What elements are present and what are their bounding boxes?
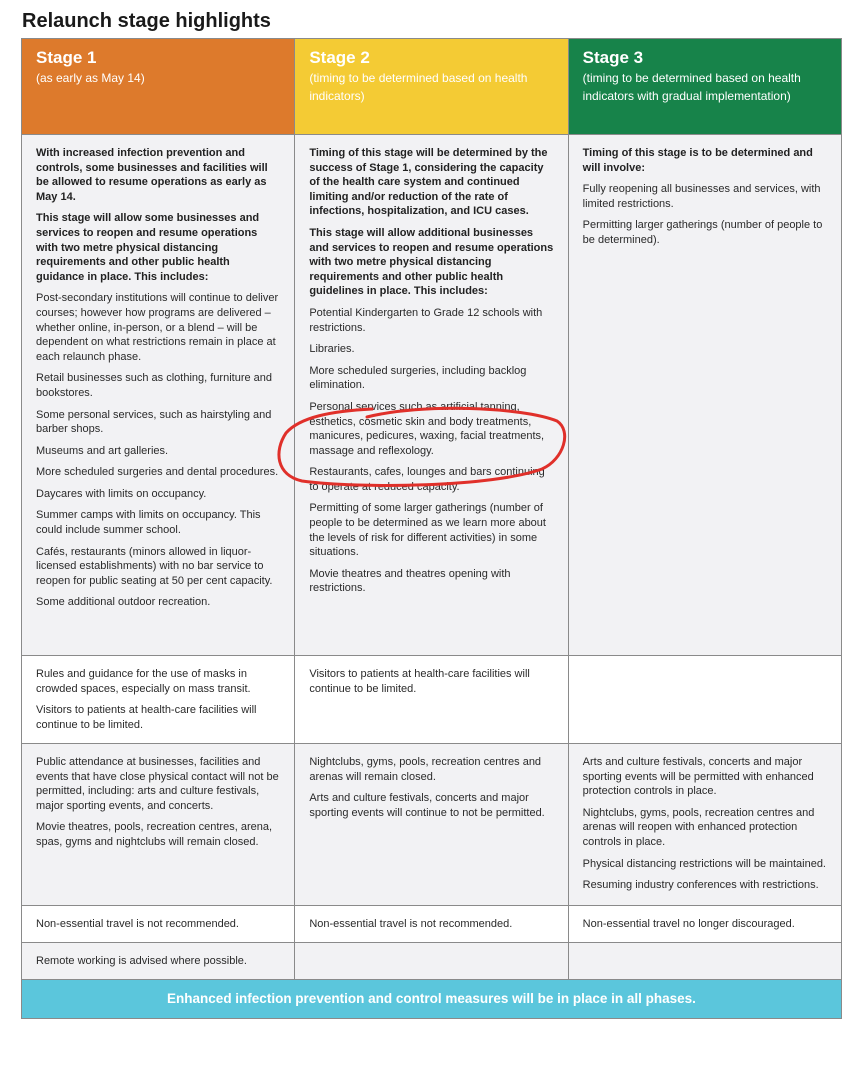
cell-paragraph: Rules and guidance for the use of masks in crowded spaces, especially on mass transit.: [36, 668, 251, 695]
cell-paragraph: Movie theatres and theatres opening with restrictions.: [309, 567, 511, 595]
stage-2-events-cell: [295, 744, 568, 905]
cell-paragraph: Retail businesses such as clothing, furniture and bookstores.: [36, 372, 273, 399]
cell-paragraph: Public attendance at businesses, facilities and events that have close physical contact will not be permitted, including: arts and culture festivals, major sporting events, and concerts.: [36, 756, 279, 812]
stage-3-masks-cell: [569, 656, 841, 743]
stage-table: [21, 38, 842, 1019]
stage-3-events-cell: [569, 744, 841, 905]
cell-paragraph: This stage will allow some businesses and services to reopen and resume operations with two metre physical distancing requirements and other public health guidance in place. This includes:: [36, 212, 260, 283]
cell-paragraph: Resuming industry conferences with restrictions.: [582, 879, 819, 892]
stage-1-travel: Non-essential travel is not recommended.: [22, 906, 295, 942]
page-title: Relaunch stage highlights: [22, 10, 271, 32]
remote-row: [22, 943, 841, 980]
stage-3-title: Stage 3: [582, 48, 644, 67]
cell-paragraph: Arts and culture festivals, concerts and major sporting events will be permitted with enhanced protection controls in place.: [582, 756, 814, 798]
masks-row: [22, 656, 841, 744]
cell-paragraph: Nightclubs, gyms, pools, recreation centres and arenas will reopen with enhanced protection controls in place.: [582, 806, 815, 848]
cell-paragraph: Permitting of some larger gatherings (number of people to be determined as we learn more about the levels of risk for different activities) in some situations.: [309, 502, 546, 559]
stage-3-travel: Non-essential travel no longer discouraged.: [569, 906, 841, 942]
cell-paragraph: With increased infection prevention and controls, some businesses and facilities will be allowed to resume operations as early as May 14.: [36, 147, 268, 203]
stage-3-timing: (timing to be determined based on health indicators with gradual implementation): [582, 70, 801, 103]
stage-2-timing: (timing to be determined based on health indicators): [309, 70, 528, 103]
stage-1-remote: Remote working is advised where possible.: [22, 943, 295, 979]
cell-paragraph: Some personal services, such as hairstyling and barber shops.: [36, 408, 272, 436]
stage-1-header: [22, 39, 295, 134]
cell-paragraph: Visitors to patients at health-care facilities will continue to be limited.: [36, 704, 257, 731]
stage-2-main-cell: [295, 135, 568, 655]
stage-1-main-cell: [22, 135, 295, 655]
cell-paragraph: Some additional outdoor recreation.: [36, 596, 211, 609]
stage-3-main-cell: [569, 135, 841, 655]
cell-paragraph: Permitting larger gatherings (number of people to be determined).: [582, 219, 823, 246]
cell-paragraph: Post-secondary institutions will continue to deliver courses; however how programs are delivered – whether online, in-person, or a blend – will be dependent on what restrictions remain in place at each relaunch phase.: [36, 292, 279, 363]
stage-1-masks-cell: [22, 656, 295, 743]
stage-2-masks-cell: [295, 656, 568, 743]
cell-paragraph: Museums and art galleries.: [36, 444, 169, 457]
cell-paragraph: Timing of this stage will be determined by the success of Stage 1, considering the capacity of the health care system and continued limiting and/or reduction of the rate of infections, hospitalization, and ICU cases.: [309, 147, 548, 218]
cell-paragraph: Nightclubs, gyms, pools, recreation centres and arenas will remain closed.: [309, 756, 542, 783]
cell-paragraph: Libraries.: [309, 343, 355, 356]
cell-paragraph: Arts and culture festivals, concerts and major sporting events will continue to not be permitted.: [309, 792, 545, 819]
cell-paragraph: Potential Kindergarten to Grade 12 schools with restrictions.: [309, 306, 543, 334]
cell-paragraph: Physical distancing restrictions will be maintained.: [582, 857, 826, 870]
cell-paragraph: Visitors to patients at health-care facilities will continue to be limited.: [309, 668, 530, 695]
stage-2-title: Stage 2: [309, 48, 370, 67]
travel-row: [22, 906, 841, 943]
cell-paragraph: Timing of this stage is to be determined and will involve:: [582, 147, 813, 174]
cell-paragraph: Daycares with limits on occupancy.: [36, 487, 207, 500]
stage-1-events-cell: [22, 744, 295, 905]
stage-header-row: [22, 39, 841, 135]
cell-paragraph: Movie theatres, pools, recreation centres, arena, spas, gyms and nightclubs will remain closed.: [36, 821, 273, 848]
cell-paragraph: Personal services such as artificial tanning, esthetics, cosmetic skin and body treatments, manicures, pedicures, waxing, facial treatments, massage and reflexology.: [309, 400, 545, 457]
cell-paragraph: This stage will allow additional businesses and services to reopen and resume operations with two metre physical distancing requirements and other public health guidelines in place. This includes:: [309, 226, 554, 298]
stage-3-header: [569, 39, 841, 134]
cell-paragraph: Restaurants, cafes, lounges and bars continuing to operate at reduced capacity.: [309, 466, 545, 493]
cell-paragraph: Cafés, restaurants (minors allowed in liquor-licensed establishments) with no bar service to reopen for public seating at 50 per cent capacity.: [36, 545, 273, 587]
cell-paragraph: Summer camps with limits on occupancy. This could include summer school.: [36, 509, 261, 537]
all-phases-banner: Enhanced infection prevention and control measures will be in place in all phases.: [22, 980, 841, 1018]
cell-paragraph: Fully reopening all businesses and services, with limited restrictions.: [582, 183, 821, 210]
stage-3-remote: [569, 943, 841, 979]
stage-1-title: Stage 1: [36, 48, 97, 67]
stage-1-timing: (as early as May 14): [36, 70, 145, 85]
stage-2-header: [295, 39, 568, 134]
stage-2-travel: Non-essential travel is not recommended.: [295, 906, 568, 942]
stage-2-remote: [295, 943, 568, 979]
main-row: [22, 135, 841, 656]
cell-paragraph: More scheduled surgeries and dental procedures.: [36, 466, 279, 479]
cell-paragraph: More scheduled surgeries, including backlog elimination.: [309, 364, 527, 392]
events-row: [22, 744, 841, 906]
